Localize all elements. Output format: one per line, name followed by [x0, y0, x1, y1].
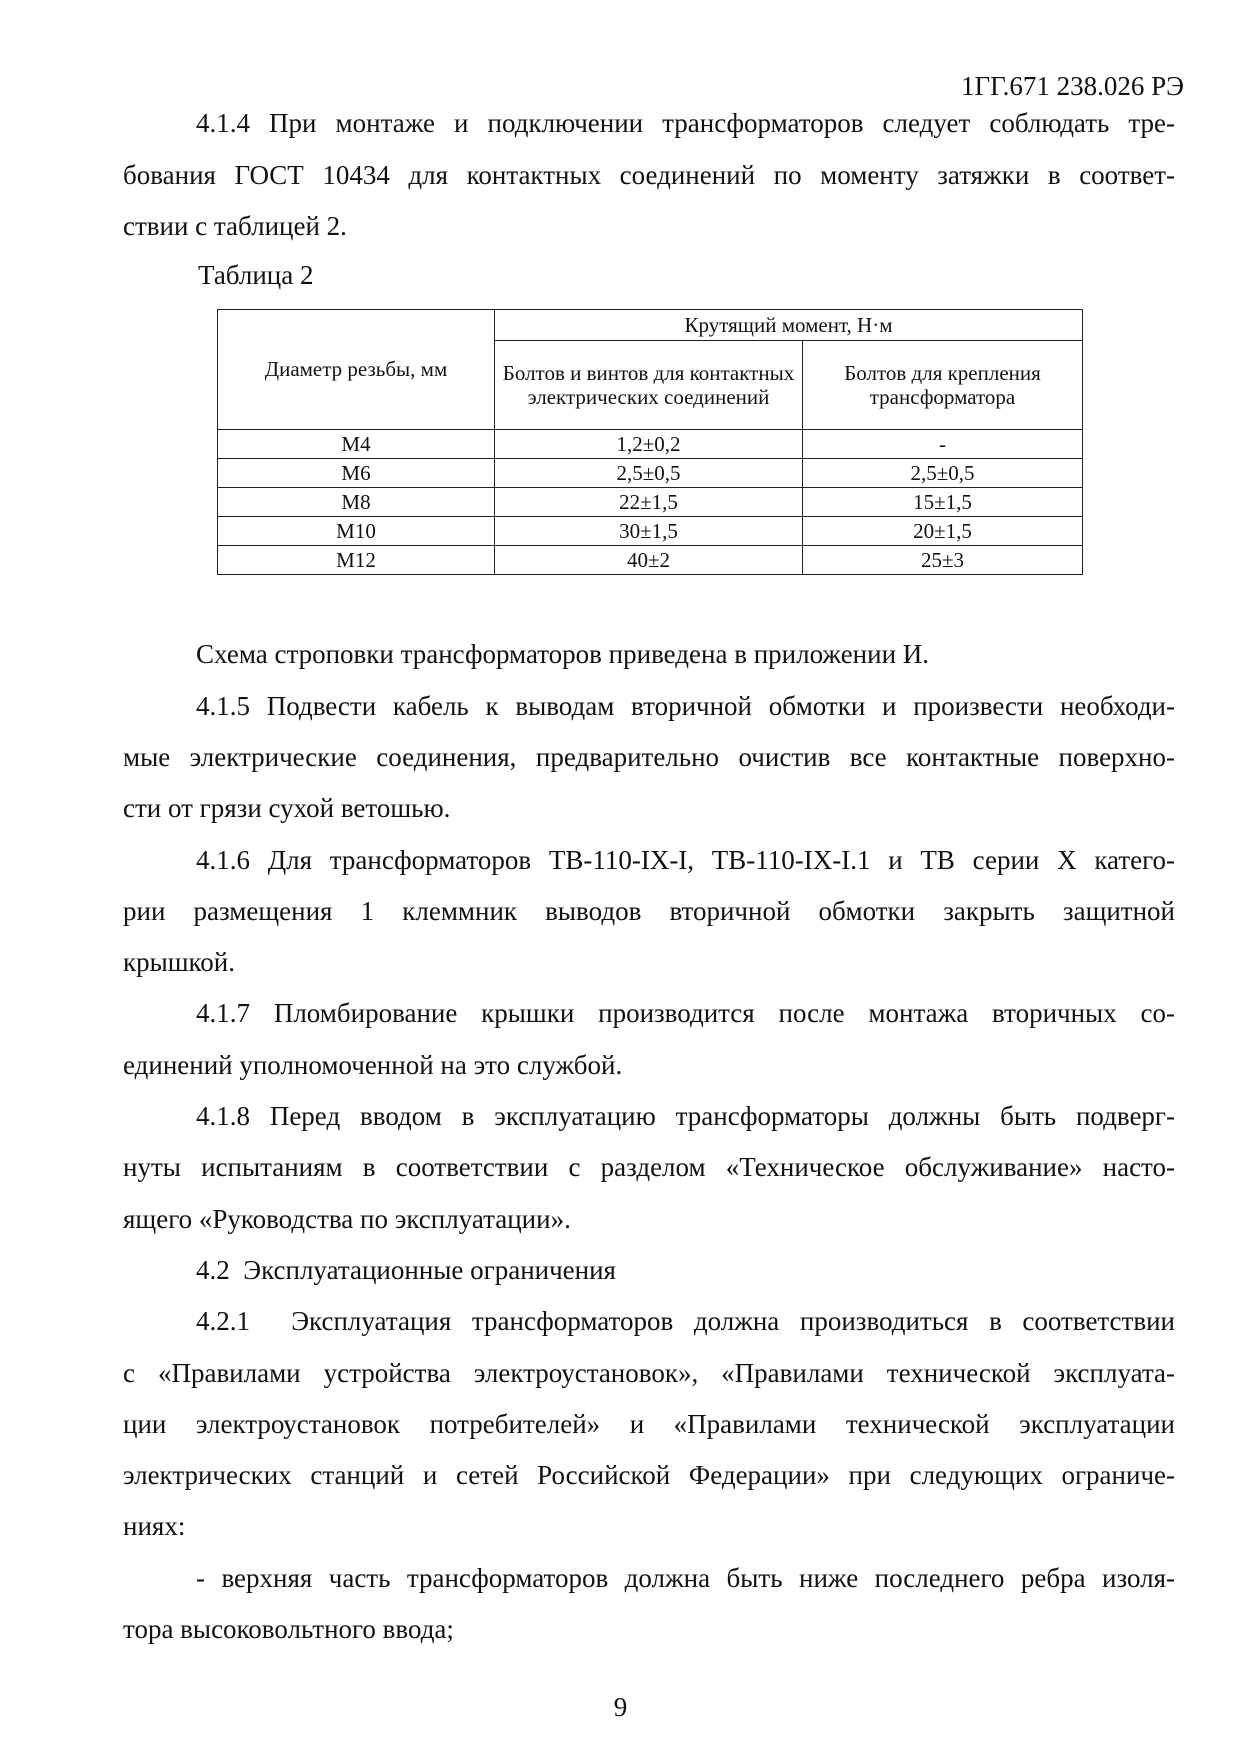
page-number: 9 [613, 1692, 628, 1722]
paragraph-4-1-7-line-1: 4.1.7 Пломбирование крышки производится после монтажа вторичных со- [196, 998, 1175, 1028]
table-row [218, 430, 1083, 459]
paragraph-4-1-4-line-2: бования ГОСТ 10434 для контактных соединений по моменту затяжки в соответ- [123, 160, 1175, 190]
cell-thread: М12 [218, 546, 495, 575]
document-code: 1ГГ.671 238.026 РЭ [960, 71, 1184, 101]
paragraph-4-1-8-line-2: нуты испытаниям в соответствии с разделом «Техническое обслуживание» насто- [123, 1152, 1175, 1182]
sling-note: Схема строповки трансформаторов приведена в приложении И. [196, 639, 930, 669]
paragraph-4-1-6-line-1: 4.1.6 Для трансформаторов ТВ-110-IX-I, ТВ-110-IX-I.1 и ТВ серии Х катего- [196, 845, 1175, 875]
cell-mount-torque: - [803, 430, 1083, 459]
cell-contact-torque: 30±1,5 [495, 517, 803, 546]
restriction-bullet-line-1: - верхняя часть трансформаторов должна быть ниже последнего ребра изоля- [196, 1563, 1175, 1593]
cell-contact-torque: 22±1,5 [495, 488, 803, 517]
paragraph-4-1-6-line-2: рии размещения 1 клеммник выводов вторичной обмотки закрыть защитной [123, 896, 1175, 926]
cell-mount-torque: 15±1,5 [803, 488, 1083, 517]
cell-thread: М8 [218, 488, 495, 517]
paragraph-4-1-8-line-1: 4.1.8 Перед вводом в эксплуатацию трансформаторы должны быть подверг- [196, 1101, 1175, 1131]
cell-mount-torque: 20±1,5 [803, 517, 1083, 546]
cell-contact-torque: 2,5±0,5 [495, 459, 803, 488]
paragraph-4-1-8-line-3: ящего «Руководства по эксплуатации». [123, 1204, 571, 1234]
paragraph-4-1-5-line-2: мые электрические соединения, предварительно очистив все контактные поверхно- [123, 742, 1175, 772]
table-row [218, 546, 1083, 575]
paragraph-4-2-1-line-3: ции электроустановок потребителей» и «Правилами технической эксплуатации [123, 1409, 1175, 1439]
cell-thread: М10 [218, 517, 495, 546]
paragraph-4-1-4-line-1: 4.1.4 При монтаже и подключении трансформаторов следует соблюдать тре- [196, 108, 1175, 138]
torque-table [217, 309, 1083, 575]
cell-mount-torque: 25±3 [803, 546, 1083, 575]
cell-thread: М6 [218, 459, 495, 488]
header-thread-diameter: Диаметр резьбы, мм [218, 310, 495, 430]
section-4-2-heading: 4.2 Эксплуатационные ограничения [196, 1255, 616, 1285]
cell-mount-torque: 2,5±0,5 [803, 459, 1083, 488]
header-torque-group: Крутящий момент, Н·м [495, 310, 1083, 341]
paragraph-4-1-5-line-3: сти от грязи сухой ветошью. [123, 793, 451, 823]
paragraph-4-1-4-line-3: ствии с таблицей 2. [123, 211, 347, 241]
cell-contact-torque: 40±2 [495, 546, 803, 575]
table-row [218, 459, 1083, 488]
paragraph-4-1-6-line-3: крышкой. [123, 947, 235, 977]
table-row [218, 517, 1083, 546]
paragraph-4-2-1-line-2: с «Правилами устройства электроустановок», «Правилами технической эксплуата- [123, 1358, 1175, 1388]
restriction-bullet-line-2: тора высоковольтного ввода; [123, 1614, 454, 1644]
cell-contact-torque: 1,2±0,2 [495, 430, 803, 459]
paragraph-4-2-1-line-5: ниях: [123, 1511, 186, 1541]
paragraph-4-2-1-line-1: 4.2.1 Эксплуатация трансформаторов должна производиться в соответствии [196, 1306, 1175, 1336]
paragraph-4-1-7-line-2: единений уполномоченной на это службой. [123, 1050, 623, 1080]
table-caption: Таблица 2 [198, 260, 314, 290]
cell-thread: М4 [218, 430, 495, 459]
paragraph-4-2-1-line-4: электрических станций и сетей Российской Федерации» при следующих ограниче- [123, 1460, 1175, 1490]
table-row [218, 488, 1083, 517]
header-contact-bolts: Болтов и винтов для контактных электрических соединений [495, 341, 803, 430]
header-mount-bolts: Болтов для крепления трансформатора [803, 341, 1083, 430]
paragraph-4-1-5-line-1: 4.1.5 Подвести кабель к выводам вторичной обмотки и произвести необходи- [196, 691, 1175, 721]
